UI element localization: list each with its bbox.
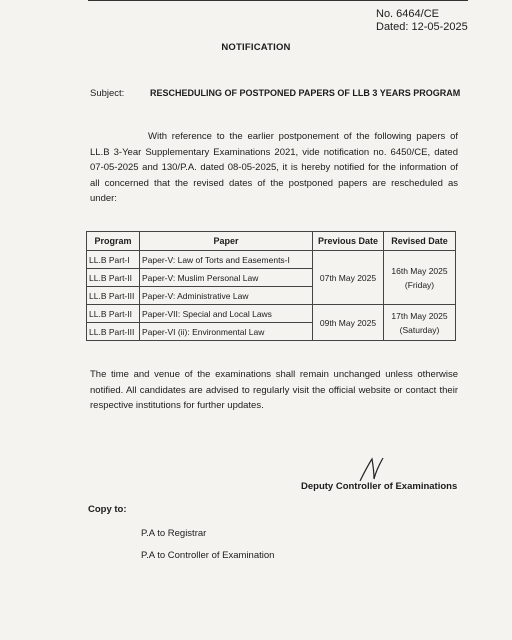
- revised-date-cell: [384, 251, 456, 305]
- revised-date: 17th May 2025: [391, 310, 448, 321]
- row-paper: Paper-VII: Special and Local Laws: [140, 305, 313, 323]
- top-rule: [88, 0, 468, 1]
- subject-text: RESCHEDULING OF POSTPONED PAPERS OF LLB 3 YEARS PROGRAM: [150, 88, 461, 98]
- reference-block: [376, 8, 468, 34]
- reference-date: Dated: 12-05-2025: [376, 21, 468, 33]
- header-previous-date: Previous Date: [313, 232, 384, 251]
- header-program: Program: [87, 232, 140, 251]
- signatory-title: Deputy Controller of Examinations: [301, 481, 458, 492]
- previous-date-cell: 07th May 2025: [313, 251, 384, 305]
- revised-day: (Saturday): [399, 324, 440, 335]
- table-header-row: [87, 232, 456, 251]
- row-paper: Paper-VI (ii): Environmental Law: [140, 323, 313, 341]
- header-paper: Paper: [140, 232, 313, 251]
- copy-to-item: P.A to Registrar: [141, 528, 207, 539]
- revised-day: (Friday): [404, 279, 435, 290]
- closing-paragraph: The time and venue of the examinations shall remain unchanged unless otherwise notified. All candidates are advised to regularly visit the official website or contact their respective institutions for further updates.: [90, 369, 458, 412]
- row-paper: Paper-V: Administrative Law: [140, 287, 313, 305]
- table-row: [87, 251, 456, 269]
- subject-label: Subject:: [90, 88, 125, 99]
- copy-to-label: Copy to:: [88, 504, 127, 515]
- row-paper: Paper-V: Muslim Personal Law: [140, 269, 313, 287]
- revised-date-cell: [384, 305, 456, 341]
- reference-number: No. 6464/CE: [376, 8, 439, 20]
- copy-to-item: P.A to Controller of Examination: [141, 550, 275, 561]
- row-program: LL.B Part-II: [87, 269, 140, 287]
- table-row: [87, 305, 456, 323]
- schedule-table: [86, 231, 456, 341]
- body-paragraph: With reference to the earlier postponement of the following papers of LL.B 3-Year Supplementary Examinations 2021, vide notification no. 6450/CE, dated 07-05-2025 and 130/P.A. dated 08-05-2025, it is hereby notified for the information of all concerned that the revised dates of the postponed papers are rescheduled as under:: [90, 131, 458, 205]
- row-paper: Paper-V: Law of Torts and Easements-I: [140, 251, 313, 269]
- header-revised-date: Revised Date: [384, 232, 456, 251]
- row-program: LL.B Part-III: [87, 323, 140, 341]
- previous-date-cell: 09th May 2025: [313, 305, 384, 341]
- notification-heading: NOTIFICATION: [221, 42, 291, 53]
- row-program: LL.B Part-I: [87, 251, 140, 269]
- revised-date: 16th May 2025: [391, 265, 448, 276]
- row-program: LL.B Part-III: [87, 287, 140, 305]
- row-program: LL.B Part-II: [87, 305, 140, 323]
